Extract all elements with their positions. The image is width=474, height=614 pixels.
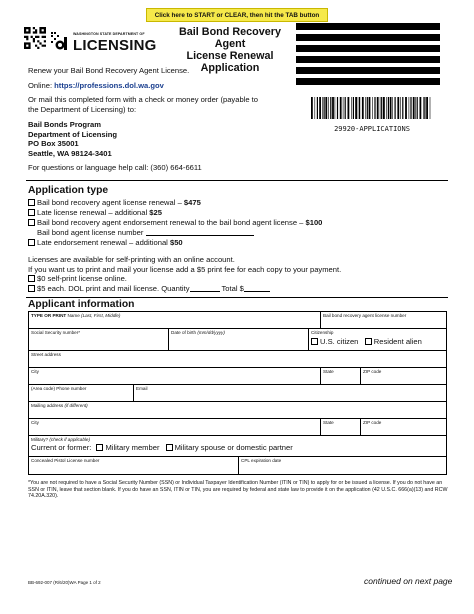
option-renewal: Bail bond recovery agent license renewal – $475 <box>28 198 201 208</box>
mailing-city-field[interactable]: City <box>29 419 321 435</box>
citizenship-field: Citizenship U.S. citizen Resident alien <box>311 330 422 346</box>
us-citizen-checkbox[interactable] <box>311 338 318 345</box>
option-endorsement: Bail bond recovery agent endorsement renewal to the bail bond agent license – $100 <box>28 218 322 228</box>
military-member-checkbox[interactable] <box>96 444 103 451</box>
mailing-address-block: Bail Bonds Program Department of Licensing PO Box 35001 Seattle, WA 98124-3401 <box>28 120 118 158</box>
agent-number-row: Bail bond agent license number <box>37 228 254 238</box>
military-spouse-checkbox[interactable] <box>166 444 173 451</box>
print-mail-checkbox[interactable] <box>28 285 35 292</box>
name-field[interactable]: TYPE OR PRINT Name (Last, First, Middle) <box>29 312 321 328</box>
logo-licensing-text: LICENSING <box>73 37 157 54</box>
email-field[interactable]: Email <box>136 386 148 391</box>
resident-alien-checkbox[interactable] <box>365 338 372 345</box>
section-divider <box>26 180 448 181</box>
agent-number-input[interactable] <box>146 235 254 236</box>
help-phone: For questions or language help call: (360) 664-6611 <box>28 163 202 172</box>
barcode-label: 29920-APPLICATIONS <box>334 125 410 133</box>
intro-online: Online: https://professions.dol.wa.gov <box>28 81 164 90</box>
military-field: Military? (check if applicable) Current or former: Military member Military spouse or domestic partner <box>31 437 293 452</box>
option-late-renewal: Late license renewal – additional $25 <box>28 208 162 218</box>
applicant-info-table <box>28 311 447 475</box>
mailing-zip-field[interactable]: ZIP code <box>363 420 382 425</box>
street-address-field[interactable]: Street address <box>31 352 61 357</box>
dol-logo-icon <box>51 32 71 50</box>
late-endorsement-checkbox[interactable] <box>28 239 35 246</box>
intro-mail: Or mail this completed form with a check or money order (payable to the Department of Licensing) to: <box>28 95 259 114</box>
form-number: BB-692-007 (R/6/20)WA Page 1 of 2 <box>28 580 101 585</box>
city-field[interactable]: City <box>29 368 321 384</box>
self-print-checkbox[interactable] <box>28 275 35 282</box>
ssn-field[interactable]: Social Security number* <box>29 329 169 350</box>
total-input[interactable] <box>244 291 270 292</box>
mailing-state-field[interactable]: State <box>321 419 361 435</box>
endorsement-checkbox[interactable] <box>28 219 35 226</box>
online-link[interactable]: https://professions.dol.wa.gov <box>54 81 164 90</box>
renewal-checkbox[interactable] <box>28 199 35 206</box>
quantity-input[interactable] <box>190 291 220 292</box>
application-type-heading: Application type <box>28 185 109 196</box>
self-print-info: Licenses are available for self-printing with an online account. If you want us to print and mail your license add a $5 print fee for each copy to your payment. <box>28 255 342 274</box>
dob-field[interactable]: Date of birth (mm/dd/yyyy) <box>169 329 309 350</box>
ssn-footnote: *You are not required to have a Social Security Number (SSN) or Individual Taxpayer Identification Number (ITIN or TIN) to apply for or be issued a license. If you do not have an SSN or ITIN, leave that section blank. If you do have an SSN, ITIN or TIN, you are required by federal and state law to provide it on the application (42 U.S.C. 666(a)(13) and RCW 74.20A.320). <box>28 480 448 499</box>
applicant-info-heading: Applicant information <box>28 299 135 310</box>
barcode-image <box>311 97 433 119</box>
start-clear-button[interactable]: Click here to START or CLEAR, then hit the TAB button <box>146 8 328 22</box>
state-field[interactable]: State <box>321 368 361 384</box>
option-self-print: $0 self-print license online. <box>28 274 127 284</box>
option-print-mail: $5 each. DOL print and mail license. Quantity Total $ <box>28 284 270 294</box>
cpl-expiration-field[interactable]: CPL expiration date <box>241 458 282 463</box>
option-late-endorsement: Late endorsement renewal – additional $50 <box>28 238 183 248</box>
continued-note: continued on next page <box>364 576 453 586</box>
late-renewal-checkbox[interactable] <box>28 209 35 216</box>
section-divider <box>26 297 448 298</box>
qr-code-icon <box>24 27 46 49</box>
logo-department-text: WASHINGTON STATE DEPARTMENT OF <box>73 32 145 36</box>
redaction-bars <box>296 23 440 89</box>
zip-field[interactable]: ZIP code <box>363 369 382 374</box>
intro-renew: Renew your Bail Bond Recovery Agent License. <box>28 66 190 75</box>
phone-field[interactable]: (Area code) Phone number <box>29 385 134 401</box>
agent-license-field[interactable]: Bail bond recovery agent license number <box>323 313 407 318</box>
page-title: Bail Bond Recovery Agent License Renewal Application <box>178 26 281 74</box>
cpl-number-field[interactable]: Concealed Pistol License number <box>29 457 239 474</box>
mailing-address-field[interactable]: Mailing address (if different) <box>31 403 88 408</box>
